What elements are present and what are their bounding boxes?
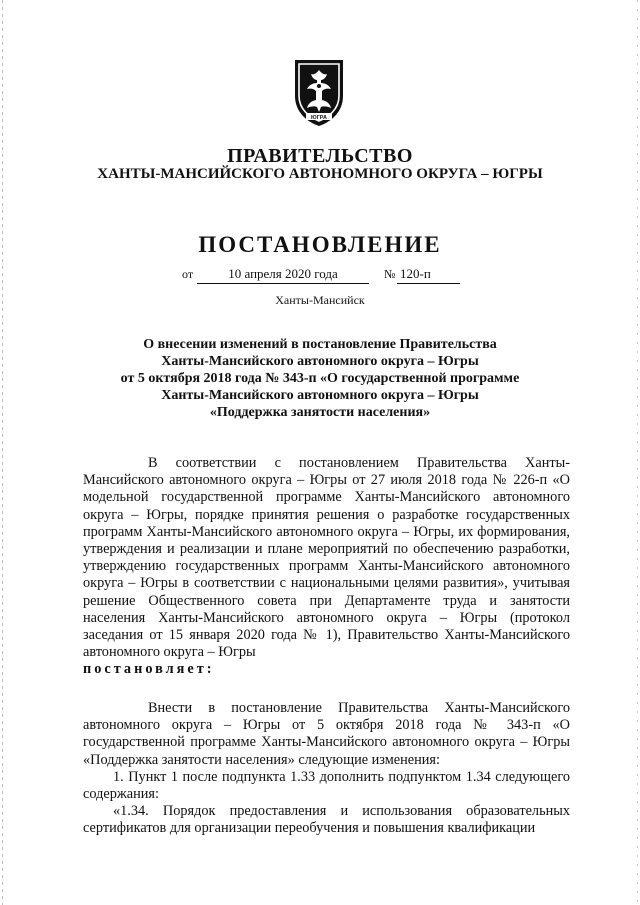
subject-line: Ханты-Мансийского автономного округа – Югры [161, 354, 479, 369]
resolves-line [83, 661, 570, 678]
subject-line: Ханты-Мансийского автономного округа – Югры [161, 388, 479, 403]
subject-line: от 5 октября 2018 года № 343-п «О государственной программе [120, 371, 520, 386]
document-date: 10 апреля 2020 года [197, 266, 369, 284]
document-number: 120-п [397, 266, 460, 284]
item-1-text-paragraph: «1.34. Порядок предоставления и использования образовательных сертификатов для организации переобучения и повышения квалификации [83, 803, 570, 837]
government-title: ПРАВИТЕЛЬСТВО [227, 145, 413, 167]
document-subject [60, 336, 580, 421]
svg-text:ЮГРА: ЮГРА [311, 115, 327, 121]
preamble-paragraph [83, 455, 570, 661]
subject-line: «Поддержка занятости населения» [209, 405, 431, 420]
preamble-text: В соответствии с постановлением Правительства Ханты-Мансийского автономного округа – Югры от 27 июля 2018 года № 226-п «О модельной государственной программе Ханты-Мансийского автономного округа – Югры, порядке принятия решения о разработке государственных программ Ханты-Мансийского автономного округа – Югры, их формирования, утверждения и реализации и плане мероприятий по обеспечению разработки, утверждению государственных программ Ханты-Мансийского автономного округа – Югры в соответствии с национальными целями развития», учитывая решение Общественного совета при Департаменте труда и занятости населения Ханты-Мансийского автономного округа – Югры (протокол заседания от 15 января 2020 года № 1), Правительство Ханты-Мансийского автономного округа – Югры [83, 455, 570, 661]
scan-edge-right [637, 0, 638, 905]
document-type: ПОСТАНОВЛЕНИЕ [198, 232, 442, 257]
intro-paragraph: Внести в постановление Правительства Ханты-Мансийского автономного округа – Югры от 5 октября 2018 года № 343-п «О государственной программе Ханты-Мансийского автономного округа – Югры «Поддержка занятости населения» следующие изменения: [83, 700, 570, 768]
resolves-text: постановляет: [83, 661, 215, 678]
from-label: от [182, 267, 194, 281]
region-title: ХАНТЫ-МАНСИЙСКОГО АВТОНОМНОГО ОКРУГА – ЮГРЫ [97, 166, 543, 182]
khanty-mansi-coat-of-arms-icon [289, 56, 349, 128]
scan-edge-left [2, 0, 3, 905]
changes-block [83, 700, 570, 838]
city: Ханты-Мансийск [275, 293, 365, 307]
number-label: № [384, 267, 396, 281]
preamble-block [83, 455, 570, 679]
subject-line: О внесении изменений в постановление Правительства [143, 337, 497, 352]
item-1-paragraph: 1. Пункт 1 после подпункта 1.33 дополнить подпунктом 1.34 следующего содержания: [83, 768, 570, 803]
